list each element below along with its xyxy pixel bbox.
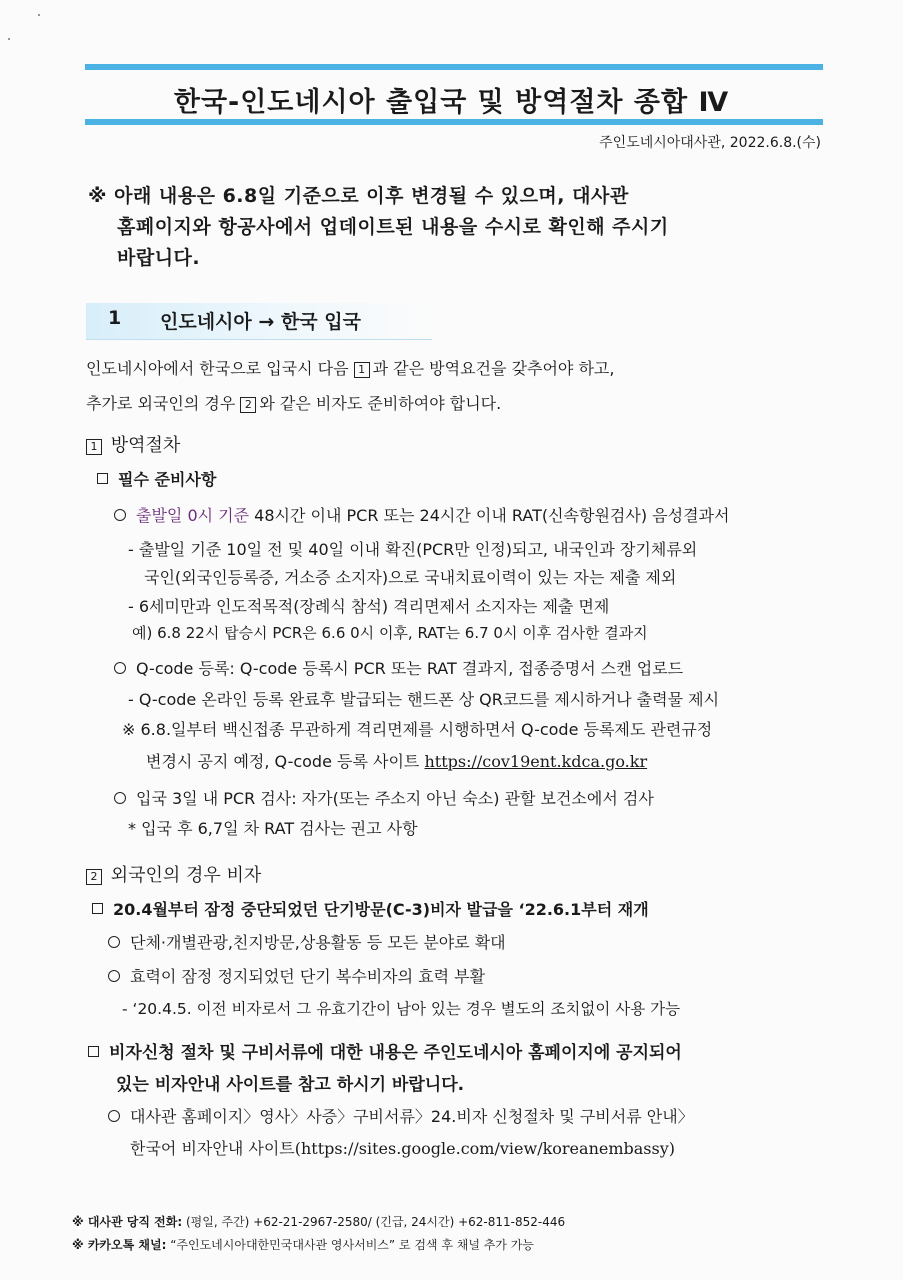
speck	[38, 14, 40, 16]
footer-kakao: ※ 카카오톡 채널: “주인도네시아대한민국대사관 영사서비스” 로 검색 후 채널 추가 가능	[72, 1238, 534, 1252]
square-bullet-icon	[92, 903, 103, 914]
visa-link-line-2: 한국어 비자안내 사이트(https://sites.google.com/view/koreanembassy)	[130, 1139, 675, 1158]
qcode-site-link[interactable]: https://cov19ent.kdca.go.kr	[424, 752, 648, 771]
circle-bullet-icon	[108, 1110, 120, 1122]
visa-site-link[interactable]: (https://sites.google.com/view/koreanembassy)	[294, 1139, 675, 1158]
square-bullet-icon	[97, 473, 108, 484]
circle-bullet-icon	[114, 792, 126, 804]
visa-link-line-1: 대사관 홈페이지〉영사〉사증〉구비서류〉24.비자 신청절차 및 구비서류 안내〉	[108, 1104, 694, 1127]
visa-heading: 2 외국인의 경우 비자	[86, 861, 261, 887]
title-bottom-bar	[85, 119, 823, 125]
visa-apply-line-2: 있는 비자안내 사이트를 참고 하시기 바랍니다.	[116, 1075, 465, 1095]
box-number-1: 1	[86, 439, 102, 455]
document-title: 한국-인도네시아 출입국 및 방역절차 종합 Ⅳ	[173, 87, 730, 118]
notice-line-1: ※ 아래 내용은 6.8일 기준으로 이후 변경될 수 있으며, 대사관	[88, 185, 629, 207]
pcr-detail-3: 예) 6.8 22시 탑승시 PCR은 6.6 0시 이후, RAT는 6.7 0시 이후 검사한 결과지	[132, 624, 648, 642]
speck	[8, 38, 10, 40]
intro-line-2: 추가로 외국인의 경우 2 와 같은 비자도 준비하여야 합니다.	[86, 394, 502, 413]
document-date: 주인도네시아대사관, 2022.6.8.(수)	[599, 135, 821, 151]
visa-resume: 20.4월부터 잠정 중단되었던 단기방문(C-3)비자 발급을 ‘22.6.1부터 재개	[92, 897, 649, 920]
visa-item-2-detail: - ‘20.4.5. 이전 비자로서 그 유효기간이 남아 있는 경우 별도의 조치없이 사용 가능	[122, 1000, 681, 1018]
circle-bullet-icon	[114, 509, 126, 521]
pcr-detail-1: - 출발일 기준 10일 전 및 40일 이내 확진(PCR만 인정)되고, 내국인과 장기체류외	[128, 540, 698, 559]
qcode-detail-1: - Q-code 온라인 등록 완료후 발급되는 핸드폰 상 QR코드를 제시하거나 출력물 제시	[128, 690, 720, 709]
qcode-note-2: 변경시 공지 예정, Q-code 등록 사이트 https://cov19ent.kdca.go.kr	[146, 752, 648, 771]
required-heading: 필수 준비사항	[97, 467, 216, 490]
circle-bullet-icon	[108, 936, 120, 948]
qcode-item: Q-code 등록: Q-code 등록시 PCR 또는 RAT 결과지, 접종증명서 스캔 업로드	[114, 656, 683, 679]
qcode-note-1: ※ 6.8.일부터 백신접종 무관하게 격리면제를 시행하면서 Q-code 등록제도 관련규정	[122, 720, 713, 739]
pcr-item: 출발일 0시 기준 48시간 이내 PCR 또는 24시간 이내 RAT(신속항원검사) 음성결과서	[114, 503, 729, 526]
square-bullet-icon	[88, 1046, 99, 1057]
visa-item-2: 효력이 잠정 정지되었던 단기 복수비자의 효력 부활	[108, 964, 485, 987]
pcr-detail-1b: 국인(외국인등록증, 거소증 소지자)으로 국내치료이력이 있는 자는 제출 제외	[144, 568, 677, 587]
section-number: 1	[108, 307, 122, 329]
intro-line-1: 인도네시아에서 한국으로 입국시 다음 1 과 같은 방역요건을 갖추어야 하고,	[86, 359, 615, 378]
entry-pcr-item: 입국 3일 내 PCR 검사: 자가(또는 주소지 아닌 숙소) 관할 보건소에서 검사	[114, 786, 654, 809]
section-title: 인도네시아 → 한국 입국	[160, 311, 361, 333]
box-number-2: 2	[86, 869, 102, 885]
box-number-1: 1	[354, 362, 370, 378]
footer-phone: ※ 대사관 당직 전화: (평일, 주간) +62-21-2967-2580/ (긴급, 24시간) +62-811-852-446	[72, 1215, 566, 1229]
entry-pcr-detail: * 입국 후 6,7일 차 RAT 검사는 권고 사항	[128, 819, 418, 838]
visa-apply-line-1: 비자신청 절차 및 구비서류에 대한 내용은 주인도네시아 홈페이지에 공지되어	[88, 1038, 682, 1063]
pcr-detail-2: - 6세미만과 인도적목적(장례식 참석) 격리면제서 소지자는 제출 면제	[128, 597, 610, 616]
title-top-bar	[85, 64, 823, 70]
visa-item-1: 단체·개별관광,친지방문,상용활동 등 모든 분야로 확대	[108, 930, 506, 953]
circle-bullet-icon	[108, 970, 120, 982]
circle-bullet-icon	[114, 662, 126, 674]
quarantine-heading: 1 방역절차	[86, 431, 180, 457]
notice-line-2: 홈페이지와 항공사에서 업데이트된 내용을 수시로 확인해 주시기	[117, 216, 669, 238]
notice-line-3: 바랍니다.	[117, 247, 201, 269]
box-number-2: 2	[240, 397, 256, 413]
